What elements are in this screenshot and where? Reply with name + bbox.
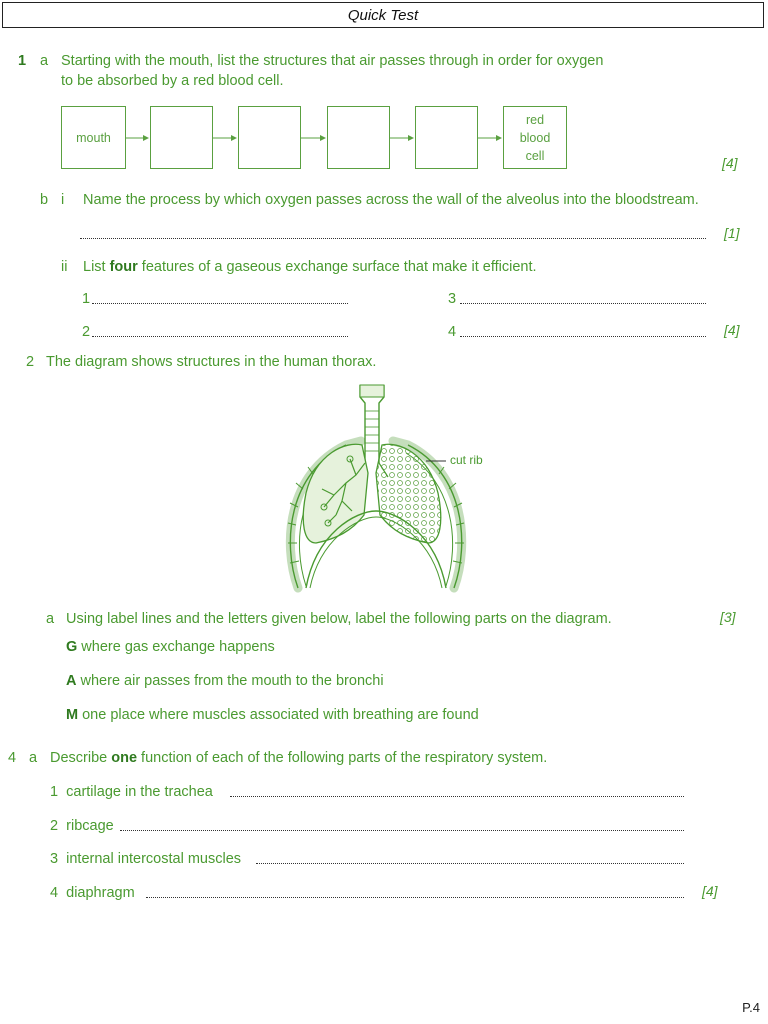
larynx [360,385,384,397]
q4-answer-4[interactable] [146,897,684,898]
q1-number: 1 [18,53,27,69]
q1bii-answer-1[interactable] [92,303,348,304]
q1a-line1: Starting with the mouth, list the structures that air passes through in order for oxygen [61,53,604,69]
q4-item-2 [50,816,114,836]
q1bii-answer-3[interactable] [460,303,706,304]
q1a-line2: to be absorbed by a red blood cell. [61,73,284,89]
flow-box-mouth-label: mouth [76,130,111,145]
q4-marks: [4] [702,883,718,899]
cut-rib-label: cut rib [450,453,483,467]
q4-item-2-text: ribcage [66,818,114,834]
q4-item-3 [50,849,241,869]
q1bii-answer-2[interactable] [92,336,348,337]
q1bii-marks: [4] [724,322,740,338]
flow-end-word-3: cell [525,148,545,163]
q1bii-label: ii [61,259,68,275]
q4-item-3-num: 3 [50,851,59,867]
q4-item-1 [50,782,213,802]
q1a-marks: [4] [722,155,738,171]
q4a-pre: Describe [50,750,112,766]
q4a-bold: one [111,750,138,766]
q2a-marks: [3] [720,609,736,625]
q4-item-4-text: diaphragm [66,885,135,901]
header-title: Quick Test [347,6,419,24]
q1bii-item-1-num: 1 [82,291,91,307]
trachea-rings [365,411,379,451]
q4-number: 4 [8,750,17,766]
thorax-diagram [276,383,476,593]
q4-answer-2[interactable] [120,830,684,831]
label-text-A: where air passes from the mouth to the bronchi [76,673,384,689]
q1a-letter: a [40,53,49,69]
page-number: P.4 [742,1000,760,1015]
label-letter-G: G [66,639,78,655]
flow-end-word-2: blood [519,130,551,145]
q1bii-item-3-num: 3 [448,291,457,307]
q4a-letter: a [29,750,38,766]
q4-item-4-num: 4 [50,885,59,901]
flow-end-word-1: red [525,112,545,127]
q1bii-post: features of a gaseous exchange surface that make it efficient. [137,259,537,275]
q4-answer-1[interactable] [230,796,684,797]
q1bi-marks: [1] [724,225,740,241]
q4-item-1-num: 1 [50,784,59,800]
q1bii-item-2-num: 2 [82,324,91,340]
q2a-letter: a [46,611,55,627]
q4-item-3-text: internal intercostal muscles [66,851,242,867]
label-letter-M: M [66,707,79,723]
q1bii-item-4-num: 4 [448,324,457,340]
q4-item-2-num: 2 [50,818,59,834]
q1bii-text [83,257,537,277]
q1bi-answer-line[interactable] [80,238,706,239]
q1b-letter: b [40,192,49,208]
label-letter-A: A [66,673,77,689]
q1bii-pre: List [83,259,110,275]
q2a-text: Using label lines and the letters given below, label the following parts on the diagram. [66,611,612,627]
q1bi-label: i [61,192,65,208]
q2-number: 2 [26,354,35,370]
q1bii-answer-4[interactable] [460,336,706,337]
q4a-post: function of each of the following parts of the respiratory system. [137,750,548,766]
q1bi-text: Name the process by which oxygen passes across the wall of the alveolus into the bloodstream. [83,192,699,208]
label-text-G: where gas exchange happens [77,639,275,655]
q2a-label-M [66,705,479,725]
label-text-M: one place where muscles associated with breathing are found [78,707,479,723]
q4-item-4 [50,883,135,903]
q4-answer-3[interactable] [256,863,684,864]
q2-text: The diagram shows structures in the human thorax. [46,354,377,370]
q4a-text [50,748,547,768]
q2a-label-A [66,671,384,691]
flow-arrows [0,0,768,200]
q1bii-bold: four [109,259,138,275]
q2a-label-G [66,637,275,657]
q4-item-1-text: cartilage in the trachea [66,784,213,800]
